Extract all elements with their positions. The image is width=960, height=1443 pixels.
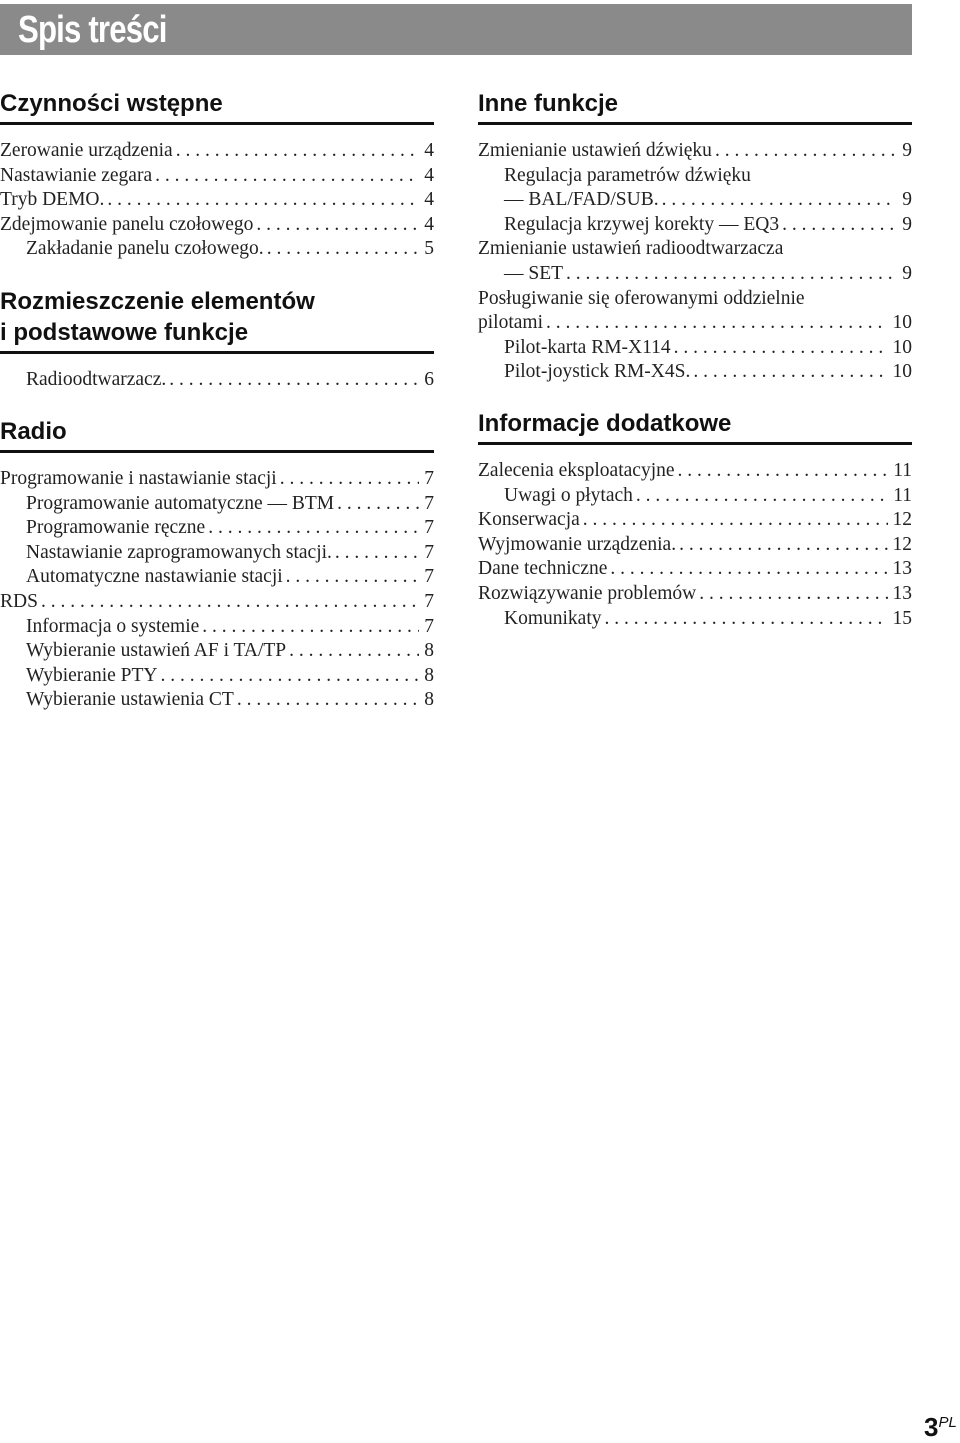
toc-entry-title: Programowanie automatyczne — BTM <box>26 492 335 514</box>
toc-entry-title: Radioodtwarzacz. <box>26 369 167 390</box>
toc-entry-title: Konserwacja <box>478 509 580 531</box>
toc-entry-title: Programowanie ręczne <box>26 517 206 539</box>
toc-entry[interactable] <box>0 688 434 713</box>
toc-entry-title: Zalecenia eksploatacyjne <box>478 460 675 481</box>
toc-entry-title: Wybieranie PTY <box>26 664 158 686</box>
toc-entry-title: Dane techniczne <box>478 558 608 580</box>
toc-entry-page: 13 <box>892 558 912 580</box>
toc-entry-title: Regulacja parametrów dźwięku <box>504 164 751 186</box>
toc-entry-page: 5 <box>424 238 434 260</box>
dot-leader <box>199 615 419 640</box>
toc-entry[interactable] <box>478 262 912 287</box>
toc-entry[interactable] <box>0 139 434 164</box>
section-heading: Rozmieszczenie elementów i podstawowe funkcje <box>0 286 434 354</box>
dot-leader <box>676 533 887 558</box>
toc-entry[interactable] <box>0 615 434 640</box>
dot-leader <box>173 139 420 164</box>
toc-entry-page: 8 <box>424 689 434 711</box>
dot-leader <box>152 164 419 189</box>
dot-leader <box>286 639 419 664</box>
toc-entry[interactable] <box>0 492 434 517</box>
toc-entry-page: 12 <box>892 533 912 555</box>
toc-entry[interactable] <box>0 590 434 615</box>
toc-entry-page: 9 <box>902 189 912 211</box>
dot-leader <box>563 262 897 287</box>
toc-entry-title: RDS <box>0 590 38 612</box>
toc-entry-page: 7 <box>424 566 434 588</box>
toc-entry[interactable] <box>478 336 912 361</box>
toc-entry-page: 9 <box>902 140 912 161</box>
toc-entry-page: 8 <box>424 640 434 662</box>
toc-entry[interactable] <box>478 533 912 558</box>
toc-entry[interactable] <box>478 164 912 189</box>
toc-section <box>478 408 912 631</box>
toc-section <box>0 88 434 262</box>
dot-leader <box>234 688 419 713</box>
toc-entry[interactable] <box>0 565 434 590</box>
toc-entry-title: Pilot-karta RM-X114 <box>504 336 671 358</box>
dot-leader <box>253 213 419 238</box>
toc-entry[interactable] <box>478 213 912 238</box>
toc-entry-title: Programowanie i nastawianie stacji <box>0 468 277 489</box>
toc-entry[interactable] <box>478 484 912 509</box>
toc-entry-page: 7 <box>424 615 434 637</box>
toc-entry-page: 15 <box>892 607 912 629</box>
toc-entry[interactable] <box>0 467 434 492</box>
toc-entry-title: Informacja o systemie <box>26 615 200 637</box>
toc-entry[interactable] <box>0 188 434 213</box>
toc-entry-title: pilotami <box>478 312 543 334</box>
toc-entry[interactable] <box>0 664 434 689</box>
toc-entry-page: 4 <box>424 164 434 186</box>
toc-entry-title: Rozwiązywanie problemów <box>478 582 697 604</box>
dot-leader <box>104 188 419 213</box>
dot-leader <box>659 188 898 213</box>
dot-leader <box>607 557 887 582</box>
toc-entry-title: Nastawianie zegara <box>0 164 153 186</box>
toc-entry-page: 10 <box>892 336 912 358</box>
toc-entry-title: Zakładanie panelu czołowego. <box>26 238 264 260</box>
toc-entry-list <box>0 467 434 713</box>
toc-entry-page: 10 <box>892 312 912 334</box>
dot-leader <box>696 582 887 607</box>
toc-entry[interactable] <box>478 607 912 632</box>
toc-entry-title: — SET <box>504 262 564 284</box>
toc-entry-title: Wyjmowanie urządzenia. <box>478 533 677 555</box>
toc-entry[interactable] <box>478 557 912 582</box>
toc-entry-page: 4 <box>424 140 434 161</box>
toc-entry-page: 7 <box>424 590 434 612</box>
toc-entry-title: Zdejmowanie panelu czołowego <box>0 213 254 235</box>
page-number: $3^{PL}$ <box>924 1412 957 1442</box>
section-heading: Informacje dodatkowe <box>478 408 912 445</box>
toc-entry[interactable] <box>0 164 434 189</box>
toc-section <box>0 286 434 393</box>
toc-entry-page: 9 <box>902 213 912 235</box>
dot-leader <box>277 467 420 492</box>
toc-entry-title: Tryb DEMO. <box>0 189 105 211</box>
toc-entry[interactable] <box>478 188 912 213</box>
toc-entry-title: Zmienianie ustawień dźwięku <box>478 140 712 161</box>
toc-entry-page: 12 <box>892 509 912 531</box>
toc-entry-title: — BAL/FAD/SUB. <box>504 189 659 211</box>
dot-leader <box>166 368 419 393</box>
toc-entry-list <box>0 139 434 262</box>
dot-leader <box>580 508 888 533</box>
toc-entry-page: 11 <box>893 484 912 506</box>
toc-entry-page: 7 <box>424 517 434 539</box>
title-bar <box>0 4 912 55</box>
toc-entry-page: 13 <box>892 582 912 604</box>
toc-entry-title: Pilot-joystick RM-X4S. <box>504 361 691 383</box>
toc-entry[interactable] <box>0 237 434 262</box>
toc-entry[interactable] <box>478 311 912 336</box>
toc-entry-title: Automatyczne nastawianie stacji <box>26 566 283 588</box>
toc-entry-title: Wybieranie ustawienia CT <box>26 689 234 711</box>
toc-entry-page: 7 <box>424 492 434 514</box>
dot-leader <box>334 492 419 517</box>
toc-entry[interactable] <box>0 541 434 566</box>
dot-leader <box>671 336 888 361</box>
toc-entry-title: Zmienianie ustawień radioodtwarzacza <box>478 238 784 260</box>
dot-leader <box>332 541 419 566</box>
toc-entry-page: 4 <box>424 213 434 235</box>
dot-leader <box>712 139 897 164</box>
toc-entry-page: 7 <box>424 541 434 563</box>
toc-entry[interactable] <box>0 516 434 541</box>
toc-entry-title: Regulacja krzywej korekty — EQ3 <box>504 213 780 235</box>
toc-entry-title: Zerowanie urządzenia <box>0 140 173 161</box>
page-title: Spis treści <box>18 9 167 51</box>
toc-entry-list <box>478 459 912 631</box>
dot-leader <box>543 311 888 336</box>
toc-entry-page: 11 <box>893 460 912 481</box>
dot-leader <box>158 664 420 689</box>
dot-leader <box>675 459 889 484</box>
toc-entry-title: Wybieranie ustawień AF i TA/TP <box>26 640 287 662</box>
dot-leader <box>602 607 888 632</box>
section-heading: Inne funkcje <box>478 88 912 125</box>
toc-entry-page: 10 <box>892 361 912 383</box>
toc-entry-page: 8 <box>424 664 434 686</box>
toc-entry[interactable] <box>478 508 912 533</box>
toc-entry-title: Komunikaty <box>504 607 602 629</box>
toc-entry-title: Posługiwanie się oferowanymi oddzielnie <box>478 287 805 309</box>
toc-entry-title: Uwagi o płytach <box>504 484 633 506</box>
toc-entry[interactable] <box>0 639 434 664</box>
dot-leader <box>779 213 897 238</box>
toc-entry[interactable] <box>478 287 912 312</box>
toc-entry-list <box>0 368 434 393</box>
toc-entry-page: 6 <box>424 369 434 390</box>
toc-entry-page: 7 <box>424 468 434 489</box>
dot-leader <box>633 484 888 509</box>
toc-entry-page: 9 <box>902 262 912 284</box>
toc-entry[interactable] <box>478 582 912 607</box>
section-heading: Radio <box>0 416 434 453</box>
toc-entry[interactable] <box>0 213 434 238</box>
dot-leader <box>264 237 420 262</box>
toc-entry[interactable] <box>478 237 912 262</box>
dot-leader <box>283 565 420 590</box>
toc-entry-title: Nastawianie zaprogramowanych stacji. <box>26 541 332 563</box>
toc-entry-page: 4 <box>424 189 434 211</box>
dot-leader <box>38 590 419 615</box>
toc-section <box>478 88 912 385</box>
toc-section <box>0 416 434 713</box>
toc-entry[interactable] <box>478 459 912 484</box>
dot-leader <box>205 516 419 541</box>
dot-leader <box>690 360 887 385</box>
toc-entry[interactable] <box>478 139 912 164</box>
toc-entry[interactable] <box>0 368 434 393</box>
toc-entry[interactable] <box>478 360 912 385</box>
toc-entry-list <box>478 139 912 385</box>
section-heading: Czynności wstępne <box>0 88 434 125</box>
